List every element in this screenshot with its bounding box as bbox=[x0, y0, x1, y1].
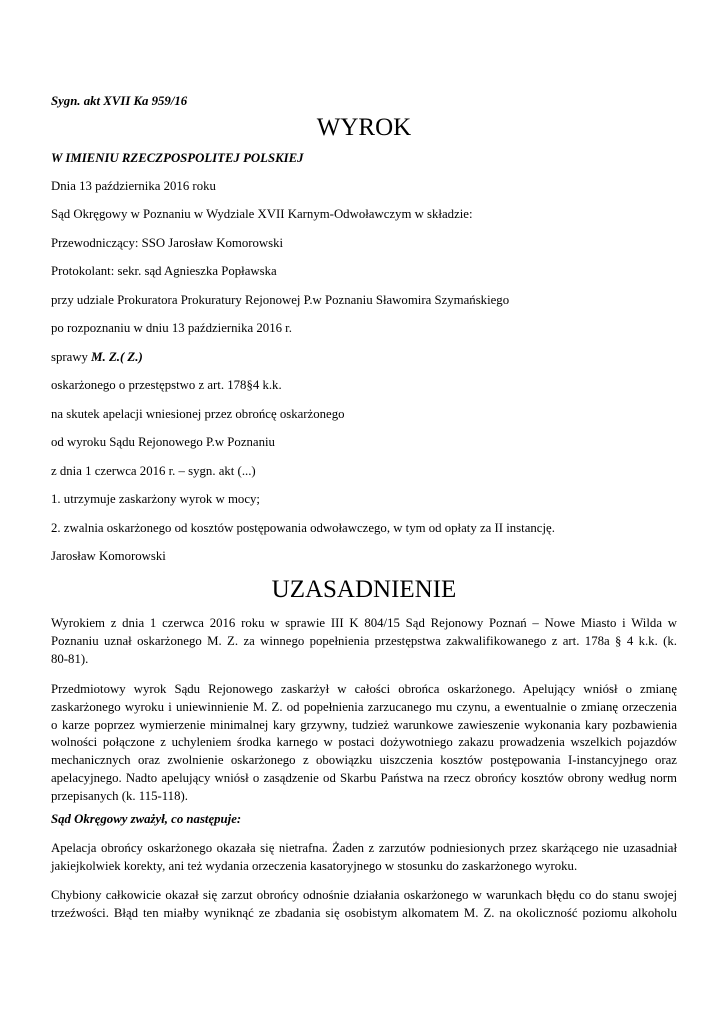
paragraph-line: o karze poprzez wymierzenie minimalnej kary grzywny, tudzież warunkowe zawieszenie wykonania kary pozbawienia bbox=[51, 717, 677, 732]
paragraph-line: Przedmiotowy wyrok Sądu Rejonowego zaskarżył w całości obrońca oskarżonego. Apelujący wniósł o zmianę bbox=[51, 682, 677, 696]
hearing-line: po rozpoznaniu w dniu 13 października 2016 r. bbox=[51, 321, 292, 335]
justification-paragraph-2 bbox=[51, 681, 677, 806]
justification-paragraph-1 bbox=[51, 615, 677, 668]
case-signature: Sygn. akt XVII Ka 959/16 bbox=[51, 94, 188, 108]
paragraph-line: wolności połączone z uchyleniem środka karnego w postaci dożywotniego zakazu prowadzenia wszelkich pojazdów bbox=[51, 735, 677, 750]
case-party: M. Z.( Z.) bbox=[91, 350, 143, 364]
paragraph-line: przepisanych (k. 115-118). bbox=[51, 788, 188, 803]
paragraph-line: zaskarżonego wyroku i uniewinnienie M. Z. od popełnienia zarzucanego mu czynu, a ewentualnie o zmianę orzeczenia bbox=[51, 699, 677, 714]
charge-line: oskarżonego o przestępstwo z art. 178§4 k.k. bbox=[51, 378, 282, 392]
chair-line: Przewodniczący: SSO Jarosław Komorowski bbox=[51, 236, 284, 250]
prosecutor-line: przy udziale Prokuratora Prokuratury Rejonowej P.w Poznaniu Sławomira Szymańskiego bbox=[51, 293, 510, 307]
case-prefix: sprawy bbox=[51, 350, 92, 364]
from-judgment-line: od wyroku Sądu Rejonowego P.w Poznaniu bbox=[51, 435, 275, 449]
judge-name: Jarosław Komorowski bbox=[51, 549, 166, 563]
paragraph-line: jakiejkolwiek korekty, ani też wydania orzeczenia kasatoryjnego w stosunku do zaskarżonego wyroku. bbox=[51, 858, 578, 873]
justification-paragraph-4 bbox=[51, 887, 677, 923]
paragraph-line: Wyrokiem z dnia 1 czerwca 2016 roku w sprawie III K 804/15 Sąd Rejonowy Poznań – Nowe Miasto i Wilda w bbox=[51, 616, 677, 630]
ruling-item-1: 1. utrzymuje zaskarżony wyrok w mocy; bbox=[51, 492, 260, 506]
court-line: Sąd Okręgowy w Poznaniu w Wydziale XVII Karnym-Odwoławczym w składzie: bbox=[51, 207, 473, 221]
clerk-line: Protokolant: sekr. sąd Agnieszka Popławska bbox=[51, 264, 277, 278]
ruling-item-2: 2. zwalnia oskarżonego od kosztów postępowania odwoławczego, w tym od opłaty za II instancję. bbox=[51, 521, 555, 535]
justification-title: UZASADNIENIE bbox=[271, 576, 457, 603]
case-line bbox=[51, 348, 143, 366]
paragraph-line: apelacyjnego. Nadto apelujący wniósł o zasądzenie od Skarbu Państwa na rzecz obrońcy kosztów obrony według norm bbox=[51, 770, 677, 785]
paragraph-line: mechanicznych oraz zwolnienie oskarżonego z obowiązku uiszczenia kosztów postępowania I-instancyjnego oraz bbox=[51, 753, 677, 768]
court-considered-heading: Sąd Okręgowy zważył, co następuje: bbox=[51, 812, 242, 826]
appeal-line: na skutek apelacji wniesionej przez obrońcę oskarżonego bbox=[51, 407, 345, 421]
from-date-line: z dnia 1 czerwca 2016 r. – sygn. akt (...) bbox=[51, 464, 256, 478]
judgment-title: WYROK bbox=[316, 114, 412, 141]
paragraph-line: trzeźwości. Błąd ten miałby wyniknąć ze zbadania się osobistym alkomatem M. Z. na okoliczność poziomu alkoholu bbox=[51, 905, 677, 920]
paragraph-line: Poznaniu uznał oskarżonego M. Z. za winnego popełnienia przestępstwa zakwalifikowanego z art. 178a § 4 k.k. (k. bbox=[51, 633, 677, 648]
paragraph-line: Chybiony całkowicie okazał się zarzut obrońcy odnośnie działania oskarżonego w warunkach błędu co do stanu swojej bbox=[51, 888, 677, 902]
justification-paragraph-3 bbox=[51, 840, 677, 876]
paragraph-line: Apelacja obrońcy oskarżonego okazała się nietrafna. Żaden z zarzutów podniesionych przez skarżącego nie uzasadniał bbox=[51, 841, 677, 855]
in-the-name-heading: W IMIENIU RZECZPOSPOLITEJ POLSKIEJ bbox=[51, 151, 304, 165]
paragraph-line: 80-81). bbox=[51, 651, 89, 666]
date-line: Dnia 13 października 2016 roku bbox=[51, 179, 216, 193]
